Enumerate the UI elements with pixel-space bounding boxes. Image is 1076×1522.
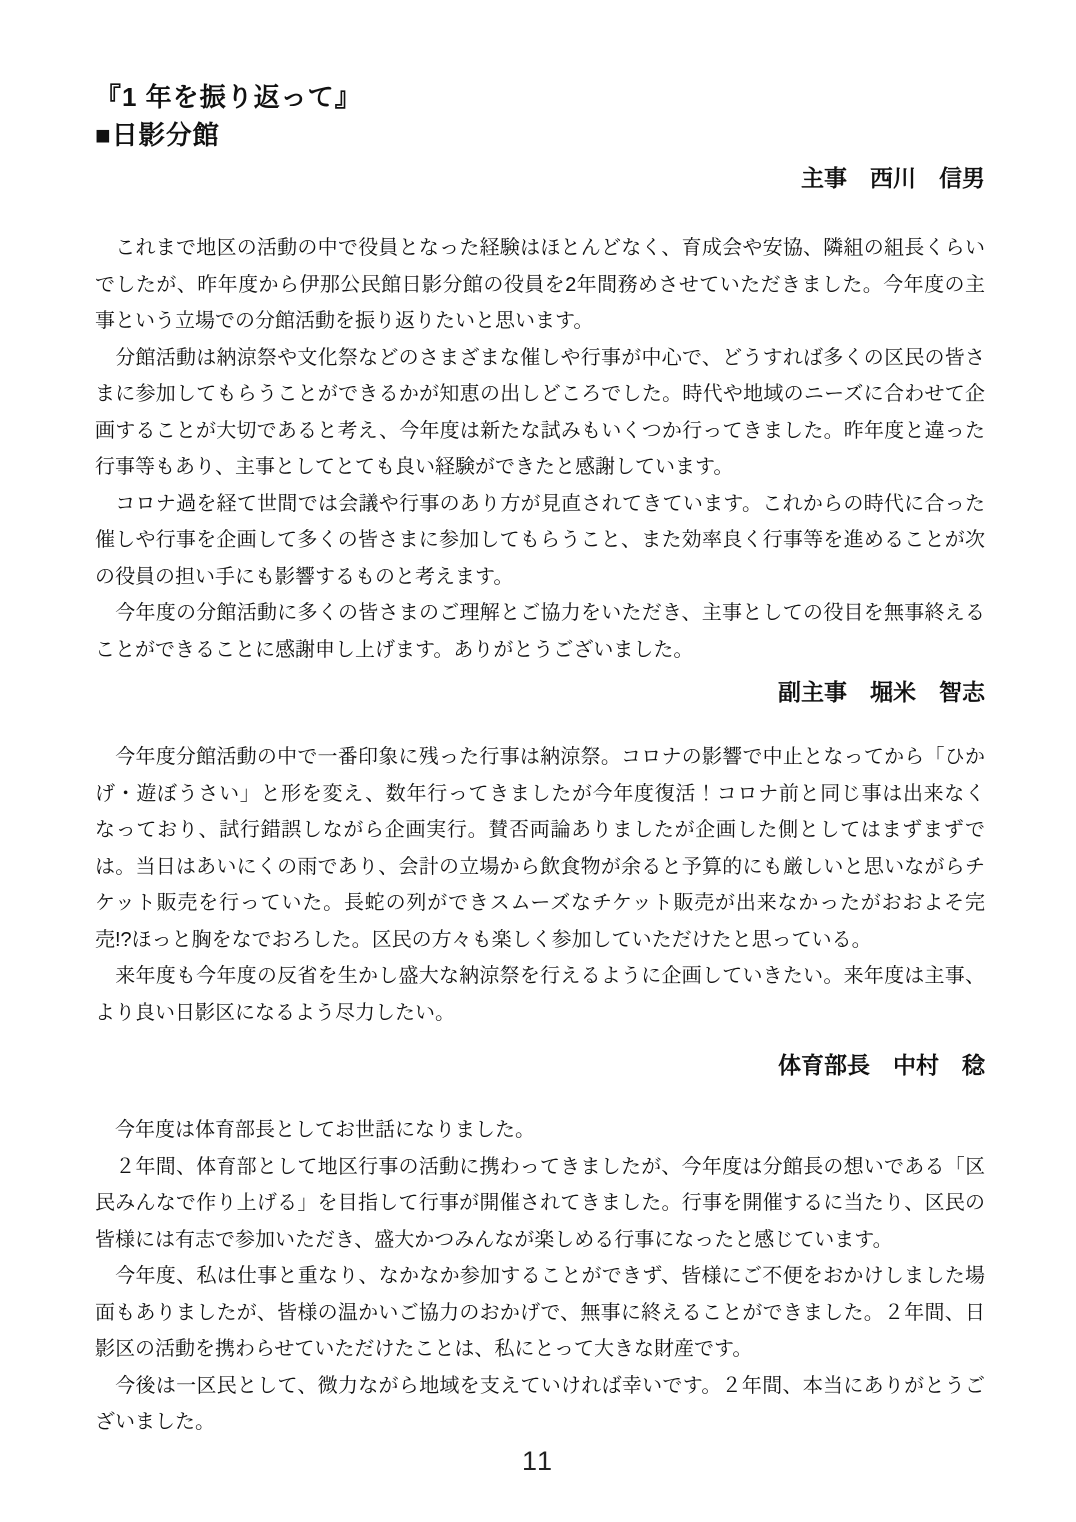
author-line-chief: 主事 西川 信男: [801, 165, 985, 191]
author-line-sports-director: 体育部長 中村 稔: [778, 1052, 985, 1078]
branch-heading: ■日影分館: [95, 120, 220, 150]
paragraph: ２年間、体育部として地区行事の活動に携わってきましたが、今年度は分館長の想いである「区民みんなで作り上げる」を目指して行事が開催されてきました。行事を開催するに当たり、区民の皆様には有志で参加いただき、盛大かつみんなが楽しめる行事になったと感じています。: [95, 1155, 985, 1251]
paragraph: 今年度の分館活動に多くの皆さまのご理解とご協力をいただき、主事としての役目を無事終えることができることに感謝申し上げます。ありがとうございました。: [95, 602, 985, 661]
page-title: 『1 年を振り返って』: [95, 82, 362, 112]
page-number: 11: [521, 1446, 555, 1476]
paragraph: 今年度分館活動の中で一番印象に残った行事は納涼祭。コロナの影響で中止となってから「ひかげ・遊ぼうさい」と形を変え、数年行ってきましたが今年度復活！コロナ前と同じ事は出来なくなっており、試行錯誤しながら企画実行。賛否両論ありましたが企画した側としてはまずまずでは。当日はあいにくの雨であり、会計の立場から飲食物が余ると予算的にも厳しいと思いながらチケット販売を行っていた。長蛇の列ができスムーズなチケット販売が出来なかったがおおよそ完売!?ほっと胸をなでおろした。区民の方々も楽しく参加していただけたと思っている。: [95, 746, 985, 951]
paragraph: 分館活動は納涼祭や文化祭などのさまざまな催しや行事が中心で、どうすれば多くの区民の皆さまに参加してもらうことができるかが知恵の出しどころでした。時代や地域のニーズに合わせて企画することが大切であると考え、今年度は新たな試みもいくつか行ってきました。昨年度と違った行事等もあり、主事としてとても良い経験ができたと感謝しています。: [95, 346, 985, 478]
author-line-deputy-chief: 副主事 堀米 智志: [778, 679, 985, 705]
paragraph: 今後は一区民として、微力ながら地域を支えていければ幸いです。２年間、本当にありがとうございました。: [95, 1374, 985, 1433]
paragraph: コロナ過を経て世間では会議や行事のあり方が見直されてきています。これからの時代に合った催しや行事を企画して多くの皆さまに参加してもらうこと、また効率良く行事等を進めることが次の役員の担い手にも影響するものと考えます。: [95, 492, 985, 588]
paragraph: 今年度は体育部長としてお世話になりました。: [95, 1119, 535, 1141]
paragraph: これまで地区の活動の中で役員となった経験はほとんどなく、育成会や安協、隣組の組長くらいでしたが、昨年度から伊那公民館日影分館の役員を2年間務めさせていただきました。今年度の主事という立場での分館活動を振り返りたいと思います。: [95, 237, 985, 332]
paragraph: 来年度も今年度の反省を生かし盛大な納涼祭を行えるように企画していきたい。来年度は主事、より良い日影区になるよう尽力したい。: [95, 965, 985, 1024]
paragraph: 今年度、私は仕事と重なり、なかなか参加することができず、皆様にご不便をおかけしました場面もありましたが、皆様の温かいご協力のおかげで、無事に終えることができました。２年間、日影区の活動を携わらせていただけたことは、私にとって大きな財産です。: [95, 1265, 985, 1360]
